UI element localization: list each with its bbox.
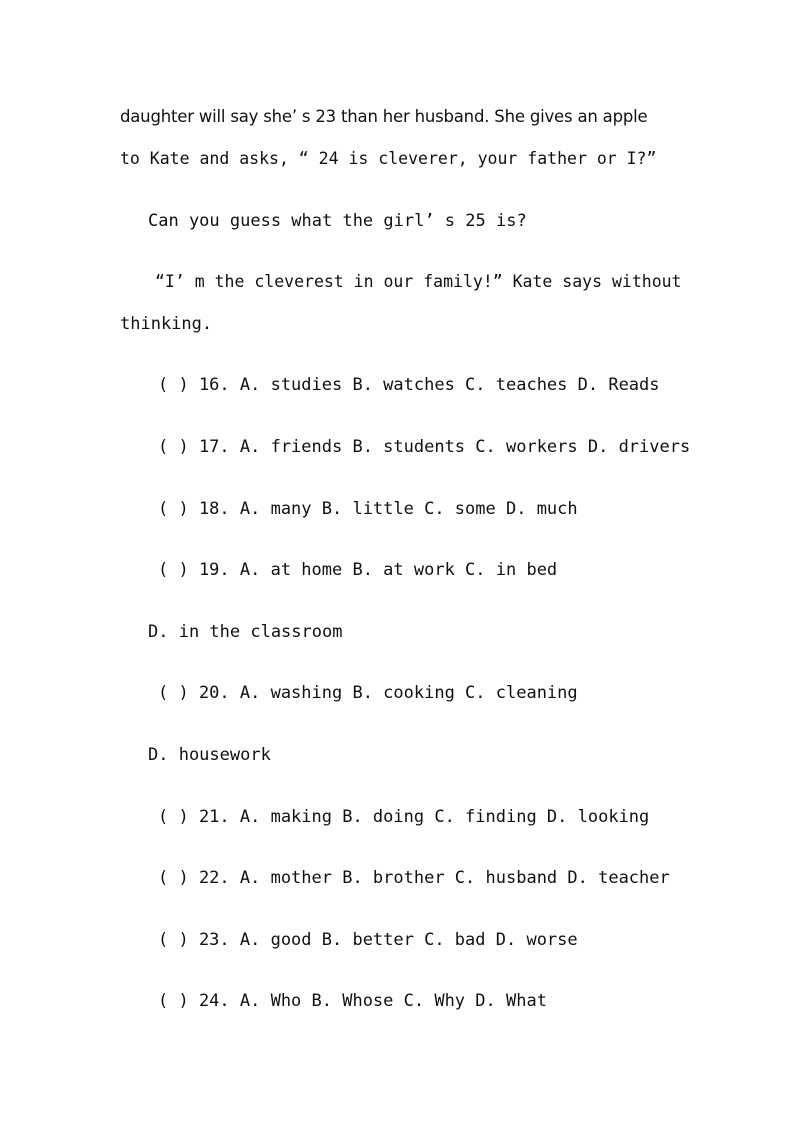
question-24: ( ) 24. A. Who B. Whose C. Why D. What (158, 991, 547, 1011)
question-17: ( ) 17. A. friends B. students C. workers D. drivers (158, 437, 691, 457)
passage-line-2: to Kate and asks, “ 24 is cleverer, your father or I?” (120, 149, 657, 168)
question-22: ( ) 22. A. mother B. brother C. husband D. teacher (158, 868, 670, 888)
passage-line-5: thinking. (120, 314, 213, 334)
question-20-option-d: D. housework (148, 745, 271, 765)
question-19-option-d: D. in the classroom (148, 622, 343, 642)
passage-line-3: Can you guess what the girl’ s 25 is? (148, 211, 527, 231)
question-16: ( ) 16. A. studies B. watches C. teaches D. Reads (158, 375, 660, 395)
question-23: ( ) 23. A. good B. better C. bad D. worse (158, 930, 578, 950)
question-20: ( ) 20. A. washing B. cooking C. cleaning (158, 683, 578, 703)
passage-line-1: daughter will say she’ s 23 than her husband. She gives an apple (120, 107, 648, 126)
question-21: ( ) 21. A. making B. doing C. finding D. looking (158, 807, 650, 827)
passage-line-4: “I’ m the cleverest in our family!” Kate says without (155, 272, 682, 291)
question-19: ( ) 19. A. at home B. at work C. in bed (158, 560, 558, 580)
question-18: ( ) 18. A. many B. little C. some D. much (158, 499, 578, 519)
